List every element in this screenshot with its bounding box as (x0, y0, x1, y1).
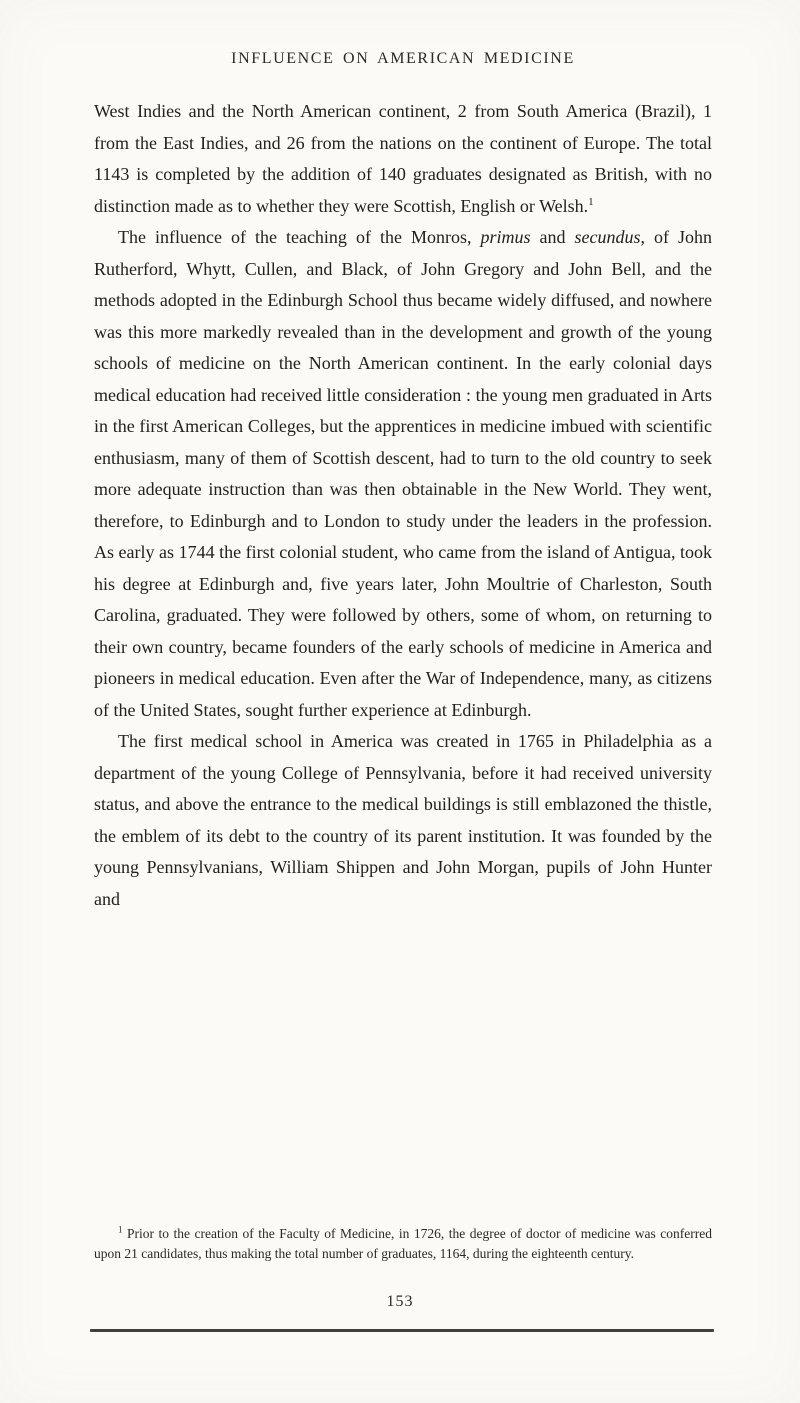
footnote-marker: 1 (118, 1224, 123, 1235)
paragraph-2-text-italic-primus: primus (480, 227, 531, 247)
page-edge-line (90, 1329, 714, 1332)
paragraph-1 (94, 96, 712, 222)
footnote-text: Prior to the creation of the Faculty of Medicine, in 1726, the degree of doctor of medicine was conferred upon 21 candidates, thus making the total number of graduates, 1164, during the eighteenth century. (94, 1226, 712, 1261)
paragraph-3 (94, 726, 712, 915)
paragraph-2-text: , of John Rutherford, Whytt, Cullen, and Black, of John Gregory and John Bell, and the methods adopted in the Edinburgh School thus became widely diffused, and nowhere was this more markedly revealed than in the development and growth of the young schools of medicine on the North American continent. In the early colonial days medical education had received little consideration : the young men graduated in Arts in the first American Colleges, but the apprentices in medicine imbued with scientific enthusiasm, many of them of Scottish descent, had to turn to the old country to seek more adequate instruction than was then obtainable in the New World. They went, therefore, to Edinburgh and to London to study under the leaders in the profession. As early as 1744 the first colonial student, who came from the island of Antigua, took his degree at Edinburgh and, five years later, John Moultrie of Charleston, South Carolina, graduated. They were followed by others, some of whom, on returning to their own country, became founders of the early schools of medicine in America and pioneers in medical education. Even after the War of Independence, many, as citizens of the United States, sought further experience at Edinburgh. (94, 227, 712, 720)
footnote (94, 1224, 712, 1263)
paragraph-3-text: The first medical school in America was created in 1765 in Philadelphia as a department of the young College of Pennsylvania, before it had received university status, and above the entrance to the medical buildings is still emblazoned the thistle, the emblem of its debt to the country of its parent institution. It was founded by the young Pennsylvanians, William Shippen and John Morgan, pupils of John Hunter and (94, 731, 712, 909)
paragraph-2-text-italic-secundus: secundus (574, 227, 641, 247)
text-block (94, 96, 712, 915)
paragraph-2 (94, 222, 712, 726)
footnote-reference: 1 (588, 195, 594, 208)
page-number: 153 (386, 1293, 414, 1310)
paragraph-2-text: The influence of the teaching of the Monros, (118, 227, 481, 247)
paragraph-2-text: and (530, 227, 575, 247)
running-head: INFLUENCE ON AMERICAN MEDICINE (231, 50, 575, 67)
paragraph-1-text: West Indies and the North American continent, 2 from South America (Brazil), 1 from the East Indies, and 26 from the nations on the continent of Europe. The total 1143 is completed by the addition of 140 graduates designated as British, with no distinction made as to whether they were Scottish, English or Welsh. (94, 101, 712, 216)
